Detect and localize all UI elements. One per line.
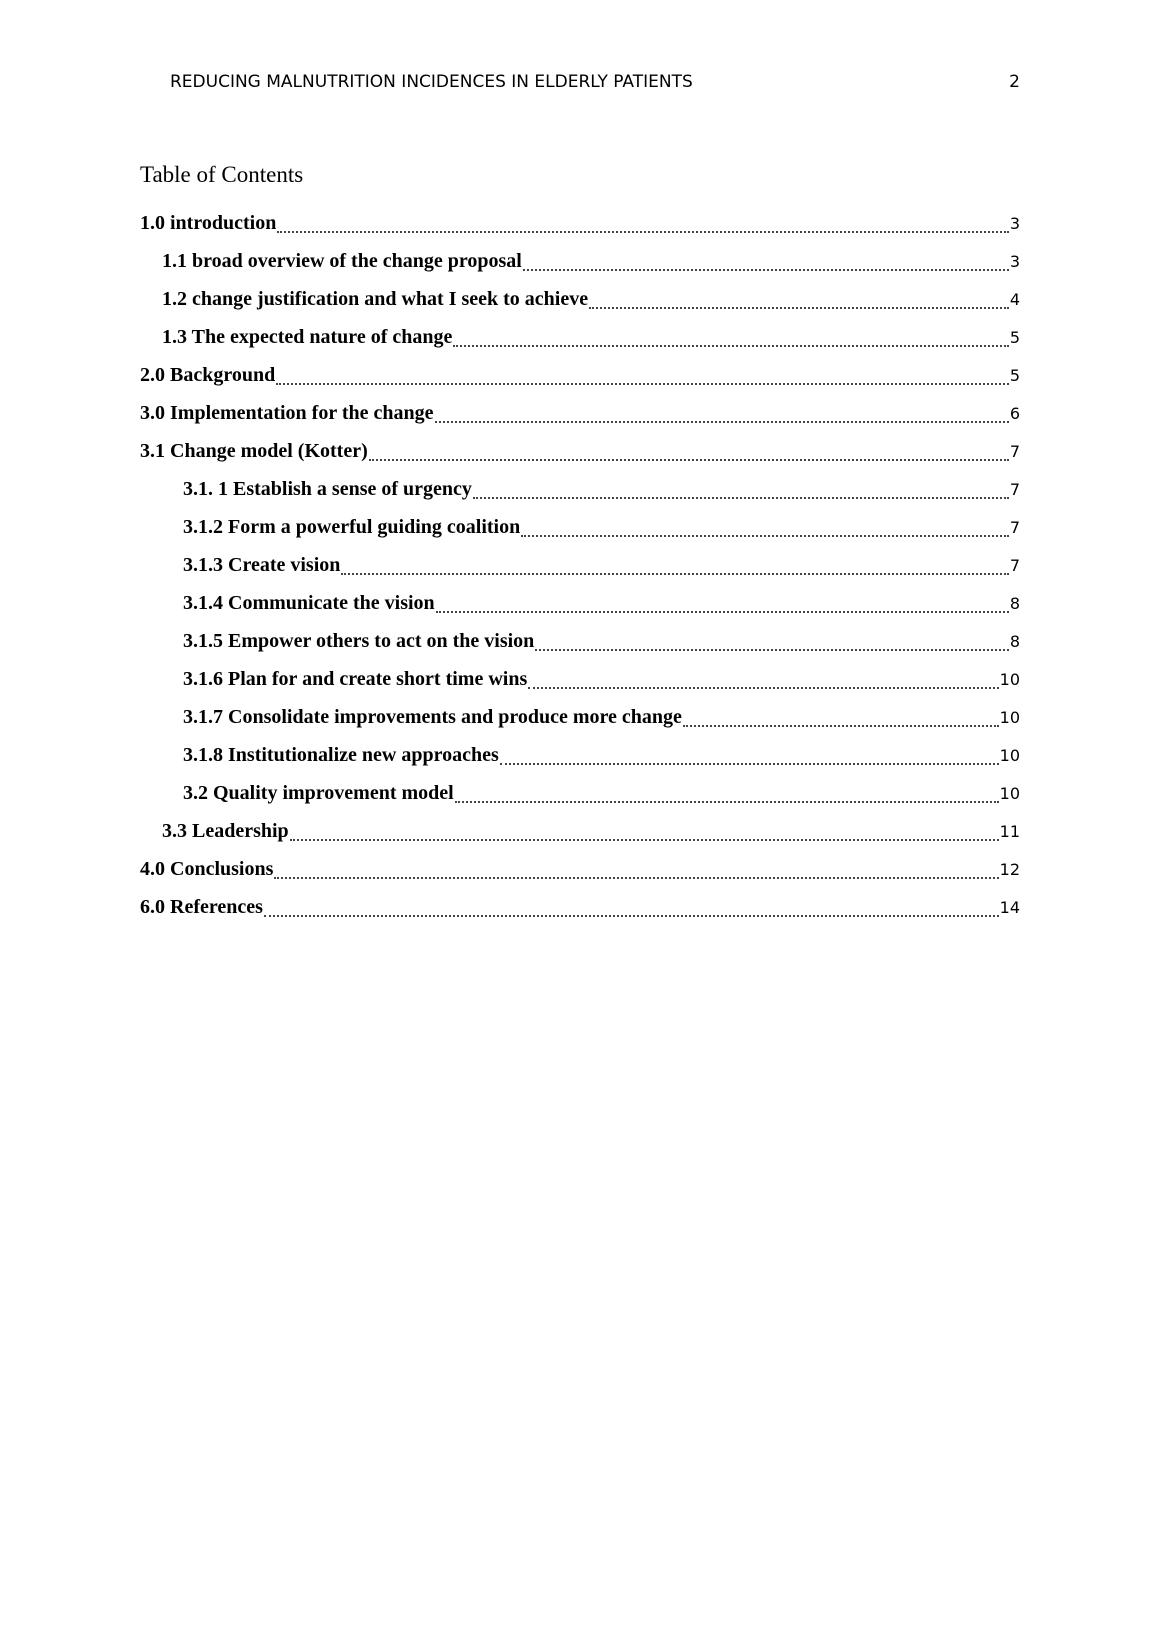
toc-entry-page[interactable]: 14 bbox=[999, 897, 1020, 917]
toc-dot-leader bbox=[473, 497, 1009, 499]
toc-title: Table of Contents bbox=[140, 162, 304, 187]
toc-entry[interactable] bbox=[140, 622, 1020, 660]
toc-entry[interactable] bbox=[140, 356, 1020, 394]
toc-entry-label[interactable]: 1.3 The expected nature of change bbox=[162, 325, 453, 348]
toc-entry[interactable] bbox=[140, 508, 1020, 546]
toc-dot-leader bbox=[528, 687, 998, 689]
toc-entry-label[interactable]: 3.1.3 Create vision bbox=[183, 553, 341, 576]
toc-entry-label[interactable]: 1.1 broad overview of the change proposal bbox=[162, 249, 522, 272]
toc-entry-page[interactable]: 7 bbox=[1009, 441, 1020, 461]
toc-entry[interactable] bbox=[140, 812, 1020, 850]
toc-entry-label[interactable]: 2.0 Background bbox=[140, 363, 276, 386]
toc-dot-leader bbox=[264, 915, 999, 917]
toc-entry-page[interactable]: 10 bbox=[999, 707, 1020, 727]
toc-entry-page[interactable]: 8 bbox=[1009, 593, 1020, 613]
toc-entry[interactable] bbox=[140, 774, 1020, 812]
toc-entry[interactable] bbox=[140, 394, 1020, 432]
toc-entry-label[interactable]: 3.1. 1 Establish a sense of urgency bbox=[183, 477, 472, 500]
toc-entry[interactable] bbox=[140, 242, 1020, 280]
toc-entry-label[interactable]: 3.1.7 Consolidate improvements and produce more change bbox=[183, 705, 682, 728]
toc-entry[interactable] bbox=[140, 280, 1020, 318]
toc-entry[interactable] bbox=[140, 318, 1020, 356]
toc-dot-leader bbox=[535, 649, 1009, 651]
toc-dot-leader bbox=[290, 839, 999, 841]
toc-entry-page[interactable]: 3 bbox=[1009, 213, 1020, 233]
toc-entry-page[interactable]: 7 bbox=[1009, 517, 1020, 537]
toc-dot-leader bbox=[453, 345, 1008, 347]
toc-dot-leader bbox=[455, 801, 999, 803]
toc-entry[interactable] bbox=[140, 698, 1020, 736]
toc-dot-leader bbox=[436, 611, 1009, 613]
toc-entry-label[interactable]: 3.1.5 Empower others to act on the vision bbox=[183, 629, 535, 652]
toc-entry-page[interactable]: 8 bbox=[1009, 631, 1020, 651]
toc-entry[interactable] bbox=[140, 850, 1020, 888]
toc-entry-page[interactable]: 10 bbox=[999, 745, 1020, 765]
toc-entry-page[interactable]: 12 bbox=[999, 859, 1020, 879]
toc-entry-label[interactable]: 4.0 Conclusions bbox=[140, 857, 274, 880]
toc-entry-label[interactable]: 3.1.4 Communicate the vision bbox=[183, 591, 435, 614]
toc-entry-page[interactable]: 10 bbox=[999, 783, 1020, 803]
toc-entry[interactable] bbox=[140, 584, 1020, 622]
toc-entry-label[interactable]: 1.0 introduction bbox=[140, 211, 277, 234]
toc-entry-label[interactable]: 3.1.6 Plan for and create short time wins bbox=[183, 667, 528, 690]
toc-entry[interactable] bbox=[140, 888, 1020, 926]
toc-dot-leader bbox=[276, 383, 1009, 385]
toc-dot-leader bbox=[523, 269, 1009, 271]
toc-entry[interactable] bbox=[140, 660, 1020, 698]
toc-dot-leader bbox=[589, 307, 1009, 309]
toc-dot-leader bbox=[521, 535, 1009, 537]
toc-entry-page[interactable]: 3 bbox=[1009, 251, 1020, 271]
toc-entry-page[interactable]: 7 bbox=[1009, 479, 1020, 499]
toc-dot-leader bbox=[435, 421, 1009, 423]
toc-entry[interactable] bbox=[140, 546, 1020, 584]
toc-entry-page[interactable]: 11 bbox=[999, 821, 1020, 841]
toc-entry-label[interactable]: 1.2 change justification and what I seek to achieve bbox=[162, 287, 589, 310]
table-of-contents bbox=[140, 204, 1020, 926]
toc-dot-leader bbox=[274, 877, 998, 879]
toc-dot-leader bbox=[369, 459, 1009, 461]
page-number: 2 bbox=[1009, 72, 1020, 92]
toc-entry-label[interactable]: 3.2 Quality improvement model bbox=[183, 781, 454, 804]
toc-dot-leader bbox=[341, 573, 1008, 575]
toc-dot-leader bbox=[683, 725, 999, 727]
toc-entry[interactable] bbox=[140, 204, 1020, 242]
toc-entry-page[interactable]: 5 bbox=[1009, 327, 1020, 347]
toc-entry-label[interactable]: 3.1 Change model (Kotter) bbox=[140, 439, 368, 462]
toc-dot-leader bbox=[500, 763, 999, 765]
toc-entry-page[interactable]: 7 bbox=[1009, 555, 1020, 575]
running-title: REDUCING MALNUTRITION INCIDENCES IN ELDERLY PATIENTS bbox=[170, 72, 693, 92]
toc-entry-label[interactable]: 3.1.2 Form a powerful guiding coalition bbox=[183, 515, 521, 538]
toc-entry-label[interactable]: 3.1.8 Institutionalize new approaches bbox=[183, 743, 499, 766]
toc-entry-page[interactable]: 10 bbox=[999, 669, 1020, 689]
toc-entry-page[interactable]: 5 bbox=[1009, 365, 1020, 385]
toc-entry-label[interactable]: 3.3 Leadership bbox=[162, 819, 289, 842]
toc-entry[interactable] bbox=[140, 432, 1020, 470]
toc-entry-page[interactable]: 6 bbox=[1009, 403, 1020, 423]
toc-entry-label[interactable]: 3.0 Implementation for the change bbox=[140, 401, 434, 424]
toc-entry[interactable] bbox=[140, 470, 1020, 508]
toc-dot-leader bbox=[277, 231, 1008, 233]
running-header bbox=[170, 72, 1020, 92]
toc-entry-page[interactable]: 4 bbox=[1009, 289, 1020, 309]
toc-entry[interactable] bbox=[140, 736, 1020, 774]
toc-entry-label[interactable]: 6.0 References bbox=[140, 895, 263, 918]
